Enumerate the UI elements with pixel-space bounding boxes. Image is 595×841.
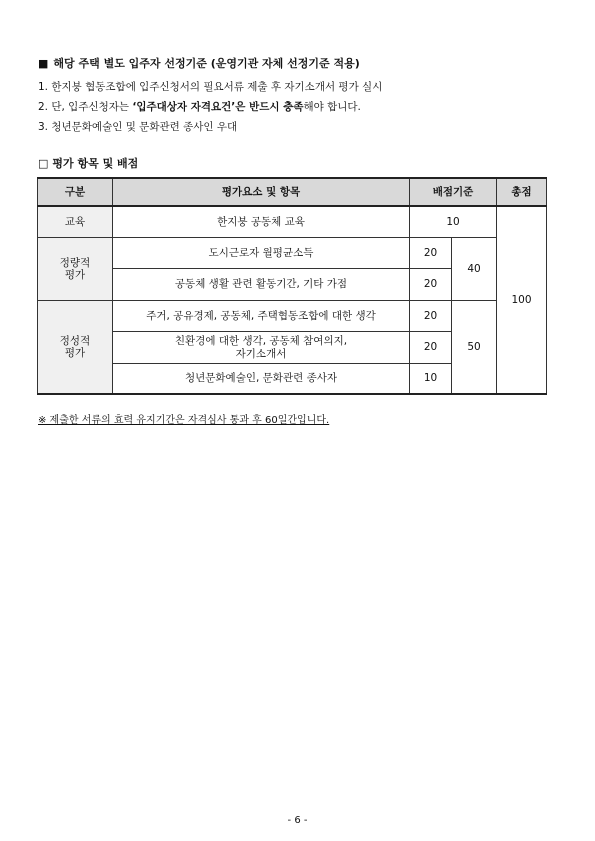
- page-number: - 6 -: [287, 815, 308, 826]
- category-cell-education: 교육: [38, 206, 113, 238]
- section-heading-selection-criteria: [38, 55, 360, 71]
- filled-square-bullet-icon: ■: [38, 57, 49, 70]
- item-cell: 한지붕 공동체 교육: [113, 206, 410, 238]
- category-cell-qualitative: 정성적 평가: [38, 301, 113, 395]
- item-cell: 공동체 생활 관련 활동기간, 기타 가점: [113, 269, 410, 301]
- empty-square-bullet-icon: □: [38, 157, 49, 170]
- criteria-item-2: 2. 단, 입주신청자는 ‘입주대상자 자격요건’은 반드시 충족해야 합니다.: [38, 101, 361, 113]
- subtotal-cell-qualitative: 50: [452, 301, 497, 395]
- table-row: [38, 301, 547, 332]
- item-cell: 친환경에 대한 생각, 공동체 참여의지, 자기소개서: [113, 332, 410, 364]
- total-score-cell: 100: [497, 206, 547, 394]
- criteria-item-1: 1. 한지붕 협동조합에 입주신청서의 필요서류 제출 후 자기소개서 평가 실시: [38, 81, 383, 93]
- score-cell: 20: [410, 238, 452, 269]
- evaluation-score-table: [37, 177, 547, 395]
- score-cell: 20: [410, 269, 452, 301]
- column-header-score: 배점기준: [410, 178, 497, 206]
- category-cell-quantitative: 정량적 평가: [38, 238, 113, 301]
- score-cell: 20: [410, 301, 452, 332]
- score-cell: 20: [410, 332, 452, 364]
- section-heading-text: 해당 주택 별도 입주자 선정기준 (운영기관 자체 선정기준 적용): [53, 57, 360, 70]
- criteria-item-3: 3. 청년문화예술인 및 문화관련 종사인 우대: [38, 121, 238, 133]
- column-header-total: 총점: [497, 178, 547, 206]
- validity-period-note: ※ 제출한 서류의 효력 유지기간은 자격심사 통과 후 60일간입니다.: [38, 415, 330, 426]
- table-row: [38, 206, 547, 238]
- score-cell: 10: [410, 364, 452, 395]
- table-header-row: [38, 178, 547, 206]
- item-cell: 청년문화예술인, 문화관련 종사자: [113, 364, 410, 395]
- item-cell: 도시근로자 월평균소득: [113, 238, 410, 269]
- subtotal-cell-quantitative: 40: [452, 238, 497, 301]
- section-heading-evaluation: [38, 155, 138, 171]
- column-header-items: 평가요소 및 항목: [113, 178, 410, 206]
- emphasized-requirement: ‘입주대상자 자격요건’은 반드시 충족: [132, 101, 304, 113]
- item-cell: 주거, 공유경제, 공동체, 주택협동조합에 대한 생각: [113, 301, 410, 332]
- section-heading-text: 평가 항목 및 배점: [52, 157, 139, 170]
- score-cell: 10: [410, 206, 497, 238]
- table-row: [38, 238, 547, 269]
- column-header-category: 구분: [38, 178, 113, 206]
